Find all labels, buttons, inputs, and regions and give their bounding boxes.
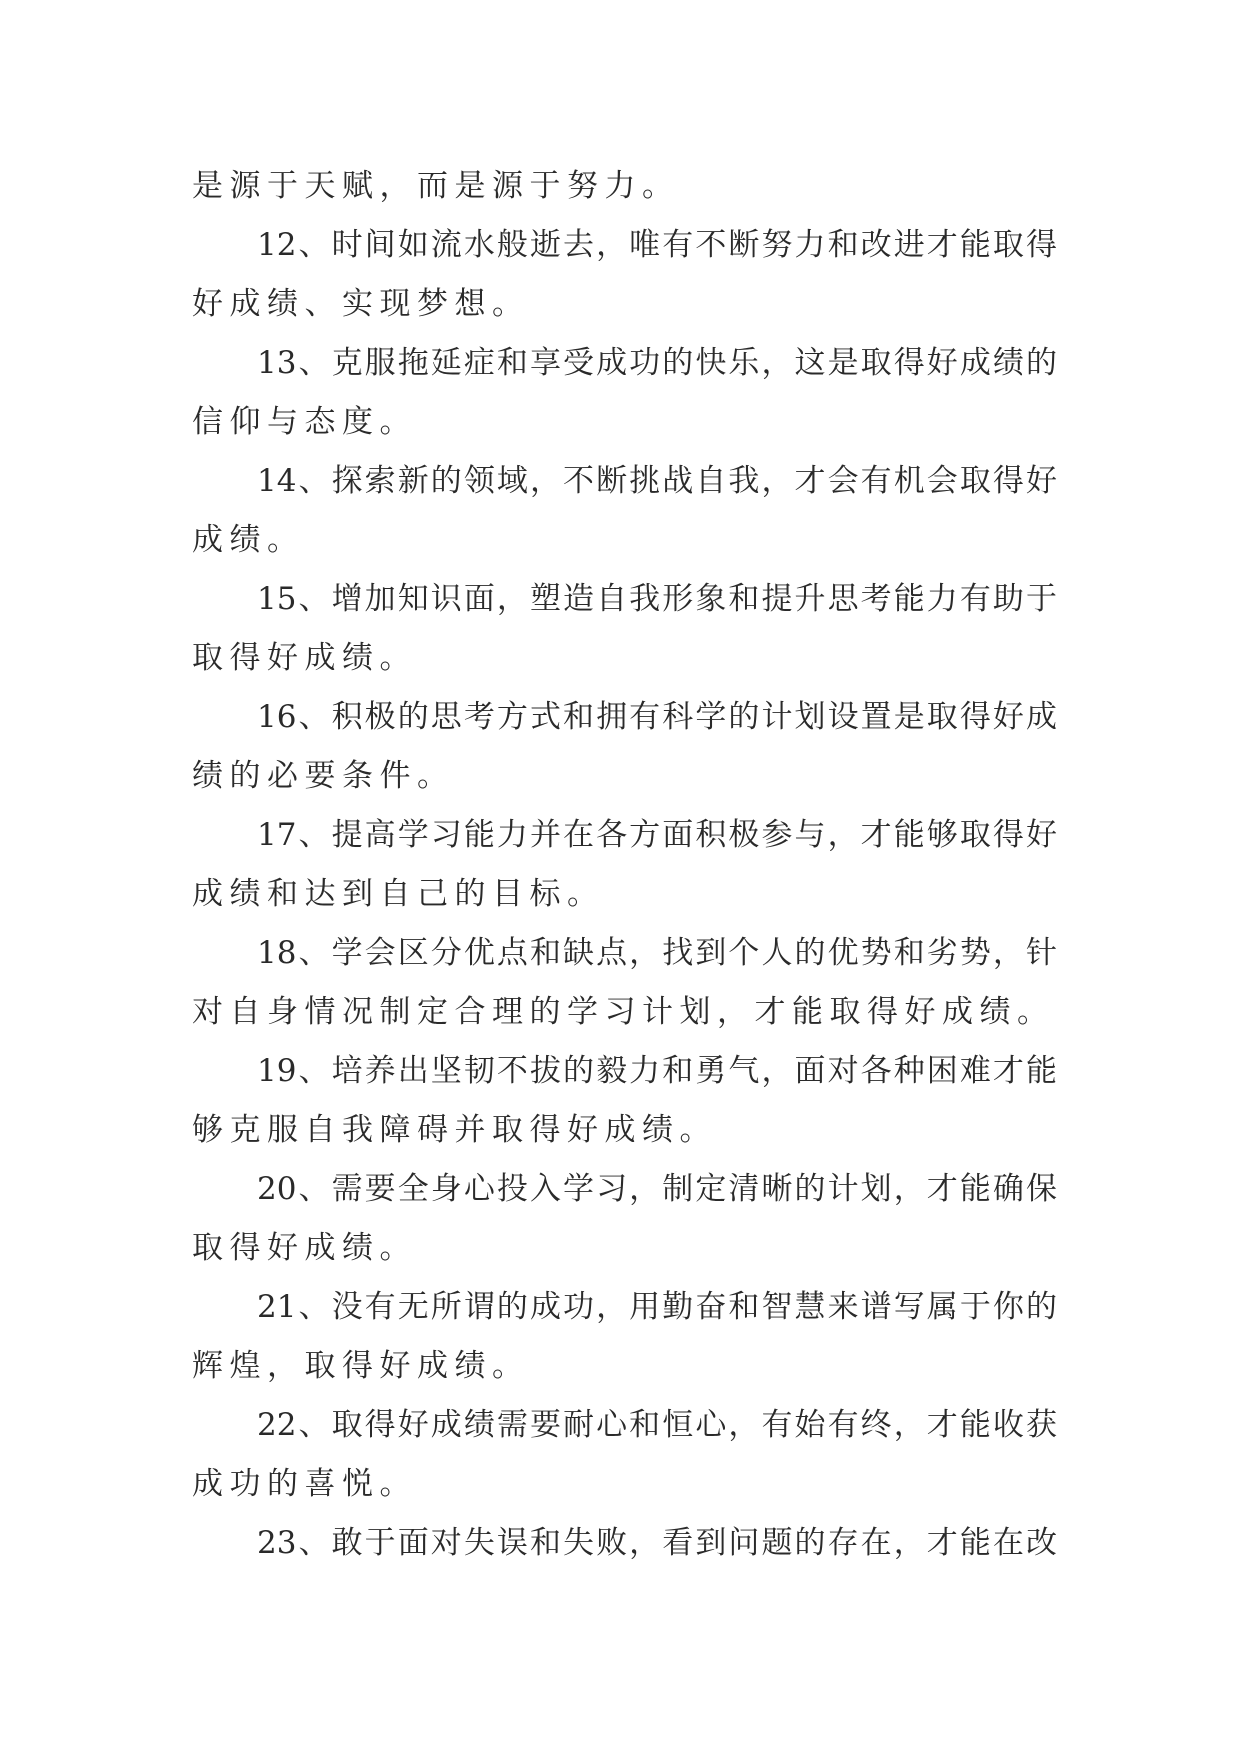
item-16-line-2: 绩的必要条件。 [192, 758, 455, 794]
item-14-line-1: 14、探索新的领域，不断挑战自我，才会有机会取得好 [257, 463, 1057, 499]
item-19-line-1: 19、培养出坚韧不拔的毅力和勇气，面对各种困难才能 [257, 1053, 1057, 1089]
item-21-line-2: 辉煌，取得好成绩。 [192, 1348, 530, 1384]
item-13-line-1: 13、克服拖延症和享受成功的快乐，这是取得好成绩的 [257, 345, 1057, 381]
item-21-line-1: 21、没有无所谓的成功，用勤奋和智慧来谱写属于你的 [257, 1289, 1057, 1325]
item-17-line-2: 成绩和达到自己的目标。 [192, 876, 605, 912]
item-19-line-2: 够克服自我障碍并取得好成绩。 [192, 1112, 717, 1148]
text-line: 是源于天赋，而是源于努力。 [192, 168, 680, 204]
item-22-line-1: 22、取得好成绩需要耐心和恒心，有始有终，才能收获 [257, 1407, 1057, 1443]
item-15-line-2: 取得好成绩。 [192, 640, 417, 676]
document-body [192, 157, 1057, 1573]
item-12-line-2: 好成绩、实现梦想。 [192, 286, 530, 322]
item-15-line-1: 15、增加知识面，塑造自我形象和提升思考能力有助于 [257, 581, 1057, 617]
item-20-line-2: 取得好成绩。 [192, 1230, 417, 1266]
item-17-line-1: 17、提高学习能力并在各方面积极参与，才能够取得好 [257, 817, 1057, 853]
item-18-line-1: 18、学会区分优点和缺点，找到个人的优势和劣势，针 [257, 935, 1057, 971]
item-16-line-1: 16、积极的思考方式和拥有科学的计划设置是取得好成 [257, 699, 1057, 735]
item-22-line-2: 成功的喜悦。 [192, 1466, 417, 1502]
item-14-line-2: 成绩。 [192, 522, 305, 558]
item-20-line-1: 20、需要全身心投入学习，制定清晰的计划，才能确保 [257, 1171, 1057, 1207]
item-18-line-2: 对自身情况制定合理的学习计划，才能取得好成绩。 [192, 994, 1055, 1030]
item-13-line-2: 信仰与态度。 [192, 404, 417, 440]
item-12-line-1: 12、时间如流水般逝去，唯有不断努力和改进才能取得 [257, 227, 1057, 263]
item-23-line-1: 23、敢于面对失误和失败，看到问题的存在，才能在改 [257, 1525, 1057, 1561]
